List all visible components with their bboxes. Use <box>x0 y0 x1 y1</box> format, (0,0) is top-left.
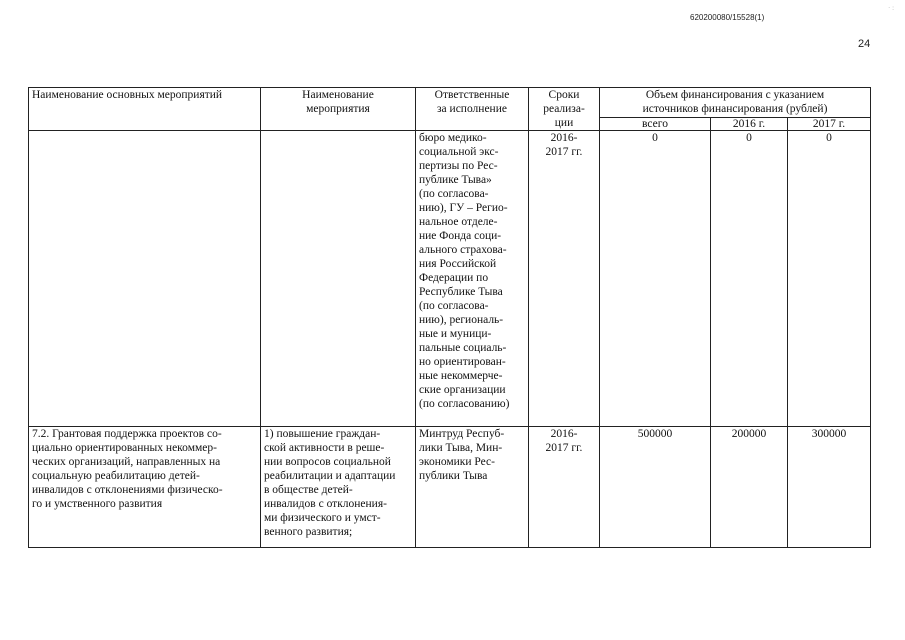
cell-2016: 0 <box>711 131 788 427</box>
document-id: 620200080/15528(1) <box>690 13 765 22</box>
cell-responsible: бюро медико- социальной экс- пертизы по Рес- публике Тыва» (по согласова- нию), ГУ – Регио- нальное отделе- ние Фонда соци- ального страхова- ния Российской Федерации по Республике Тыва (по согласова- нию), региональ- ные и муници- пальные социаль- но ориентирован- ные некоммерче- ские организации (по согласованию) <box>416 131 529 427</box>
cell-event <box>261 131 416 427</box>
scan-corner-mark: · : <box>888 4 895 12</box>
cell-main-event <box>29 131 261 427</box>
header-dates: Сроки реализа- ции <box>529 88 600 131</box>
cell-2016: 200000 <box>711 427 788 548</box>
measures-table <box>28 87 871 548</box>
table-row <box>29 427 871 548</box>
cell-main-event: 7.2. Грантовая поддержка проектов со- циально ориентированных некоммер- ческих организаций, направленных на социальную реабилитацию детей- инвалидов с отклонениями физическо- го и умственного развития <box>29 427 261 548</box>
header-main-events: Наименование основных мероприятий <box>29 88 261 131</box>
header-event-name: Наименование мероприятия <box>261 88 416 131</box>
header-total: всего <box>600 118 711 131</box>
cell-responsible: Минтруд Респуб- лики Тыва, Мин- экономики Рес- публики Тыва <box>416 427 529 548</box>
header-2017: 2017 г. <box>788 118 871 131</box>
cell-2017: 0 <box>788 131 871 427</box>
cell-total: 500000 <box>600 427 711 548</box>
header-2016: 2016 г. <box>711 118 788 131</box>
cell-total: 0 <box>600 131 711 427</box>
page-number: 24 <box>858 38 871 50</box>
cell-dates: 2016- 2017 гг. <box>529 131 600 427</box>
cell-dates: 2016- 2017 гг. <box>529 427 600 548</box>
cell-2017: 300000 <box>788 427 871 548</box>
table-row <box>29 131 871 427</box>
header-responsible: Ответственные за исполнение <box>416 88 529 131</box>
cell-event: 1) повышение граждан- ской активности в реше- нии вопросов социальной реабилитации и адаптации в обществе детей- инвалидов с отклонения- ми физического и умст- венного развития; <box>261 427 416 548</box>
header-funding: Объем финансирования с указанием источников финансирования (рублей) <box>600 88 871 118</box>
